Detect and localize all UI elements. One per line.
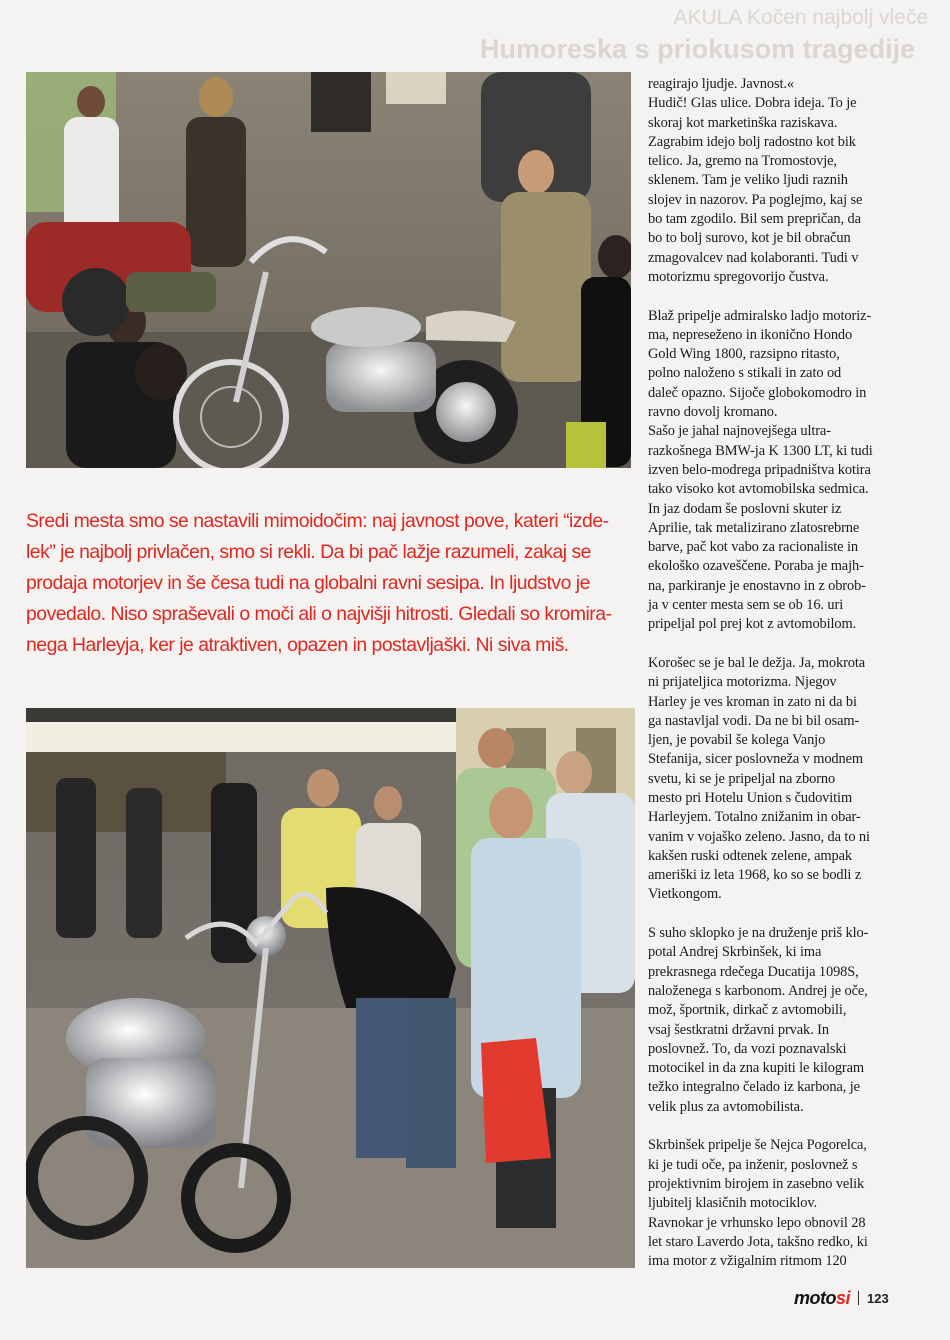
article-line: Hudič! Glas ulice. Dobra ideja. To je [648,95,857,112]
article-line: potal Andrej Skrbinšek, ki ima [648,944,822,961]
article-line: Aprilie, tak metalizirano zlatosrebrne [648,519,860,536]
pull-quote-line: Sredi mesta smo se nastavili mimoidočim: naj javnost pove, kateri “izde- [26,510,609,532]
article-line: ma, nepreseženo in ikonično Hondo [648,326,853,343]
article-line: tako visoko kot avtomobilska sedmica. [648,481,869,498]
article-line: reagirajo ljudje. Javnost.« [648,76,794,92]
article-line: ja v center mesta sem se ob 16. uri [648,597,844,614]
article-line: vsaj šestkratni državni prvak. In [648,1021,829,1038]
article-line: ravno dovolj kromano. [648,404,778,421]
article-line: Stefanija, sicer poslovneža v modnem [648,751,863,768]
article-line: svetu, ki se je pripeljal na zborno [648,770,836,787]
article-line: polno naloženo s stikali in zato od [648,365,842,382]
article-line: Ravnokar je vrhunsko lepo obnovil 28 [648,1214,866,1231]
article-line: ga nastavljal vodi. Da ne bi bil osam- [648,712,860,729]
article-line: ameriški iz leta 1968, ko so se bodli z [648,867,862,884]
article-line: projektivnim birojem in zasebno velik [648,1175,865,1192]
article-line: mož, športnik, dirkač z avtomobili, [648,1002,847,1019]
logo-accent: si [836,1287,851,1308]
article-line: vanim v vojaško zeleno. Jasno, da to ni [648,828,870,845]
article-line: Sašo je jahal najnovejšega ultra- [648,423,831,440]
article-line: daleč opazno. Sijoče globokomodro in [648,384,867,401]
article-line: ni prijateljica motorizma. Njegov [648,674,837,691]
photo-motorcycles-square [26,72,631,468]
article-line: barve, pač kot vabo za racionaliste in [648,539,858,556]
article-line: prekrasnega rdečega Ducatija 1098S, [648,963,859,980]
pull-quote [26,506,632,661]
ghost-header-line2: Humoreska s priokusom tragedije [480,34,916,64]
logo-main: moto [794,1287,836,1308]
article-line: Gold Wing 1800, razsipno ritasto, [648,346,840,363]
magazine-logo [794,1288,850,1309]
article-line: sklenem. Tam je veliko ljudi raznih [648,172,848,189]
article-line: telico. Ja, gremo na Tromostovje, [648,153,837,170]
article-line: zmagovalcev nad kolaboranti. Tudi v [648,249,859,266]
footer-divider [858,1291,859,1305]
photo-bottom-drawing [26,708,635,1268]
article-line: slojev in nazorov. Pa poglejmo, kaj se [648,191,863,208]
article-line: kakšen ruski odtenek zelene, ampak [648,847,852,864]
article-line: ljubitelj klasičnih motociklov. [648,1195,818,1212]
article-line: Harleyjem. Totalno znižanim in obar- [648,809,861,826]
ghost-header [480,6,950,66]
article-line: razkošnega BMW-ja K 1300 LT, ki tudi [648,442,873,459]
photo-top-drawing [26,72,631,468]
page-number: 123 [867,1290,889,1306]
pull-quote-line: lek” je najbolj privlačen, smo si rekli. Da bi pač lažje razumeli, zakaj se [26,541,591,563]
article-line: let staro Laverdo Jota, takšno redko, ki [648,1233,868,1250]
article-line: bo tam zgodilo. Bil sem prepričan, da [648,211,861,228]
article-line: naloženega s karbonom. Andrej je oče, [648,982,868,999]
article-line: Korošec se je bal le dežja. Ja, mokrota [648,654,866,671]
article-line: težko integralno čelado iz karbona, je [648,1079,860,1096]
article-line: motorizmu spregovorijo čustva. [648,268,829,285]
article-line: izven belo-modrega pripadništva kotira [648,461,871,478]
article-line: ljen, je povabil še kolega Vanjo [648,732,826,749]
article-line: mesto pri Hotelu Union s čudovitim [648,789,853,806]
pull-quote-line: prodaja motorjev in še česa tudi na globalni ravni sesipa. In ljudstvo je [26,572,590,594]
article-line: ima motor z vžigalnim ritmom 120 [648,1253,847,1270]
article-line: pripeljal pol prej kot z avtomobilom. [648,616,857,633]
article-column [648,75,893,1271]
article-line: In jaz dodam še poslovni skuter iz [648,500,842,517]
article-line: skoraj kot marketinška raziskava. [648,114,838,131]
article-line: S suho sklopko je na druženje priš klo- [648,925,869,942]
article-line: Blaž pripelje admiralsko ladjo motoriz- [648,307,872,324]
article-line: Harley je ves kroman in zato ni da bi [648,693,857,710]
article-line: Vietkongom. [648,886,722,903]
article-line: na, parkiranje je enostavno in z obrob- [648,577,866,594]
photo-people-chopper [26,708,635,1268]
article-line: bo to bolj surovo, kot je bil obračun [648,230,851,247]
article-line: poslovnež. To, da vozi poznavalski [648,1040,847,1057]
article-line: motocikel in da zna kupiti le kilogram [648,1060,865,1077]
pull-quote-line: povedalo. Niso spraševali o moči ali o najvišji hitrosti. Gledali so kromira- [26,603,612,625]
article-line: Skrbinšek pripelje še Nejca Pogorelca, [648,1137,867,1154]
pull-quote-line: nega Harleyja, ker je atraktiven, opazen in postavljaški. Ni siva miš. [26,634,569,656]
article-line: ekološko ozaveščene. Poraba je majh- [648,558,864,575]
ghost-header-line1: AKULA Kočen najbolj vleče [673,6,928,29]
article-line: velik plus za avtomobilista. [648,1098,804,1115]
article-line: Zagrabim idejo bolj radostno kot bik [648,133,856,150]
article-line: ki je tudi oče, pa inženir, poslovnež s [648,1156,858,1173]
page-footer [794,1286,889,1310]
